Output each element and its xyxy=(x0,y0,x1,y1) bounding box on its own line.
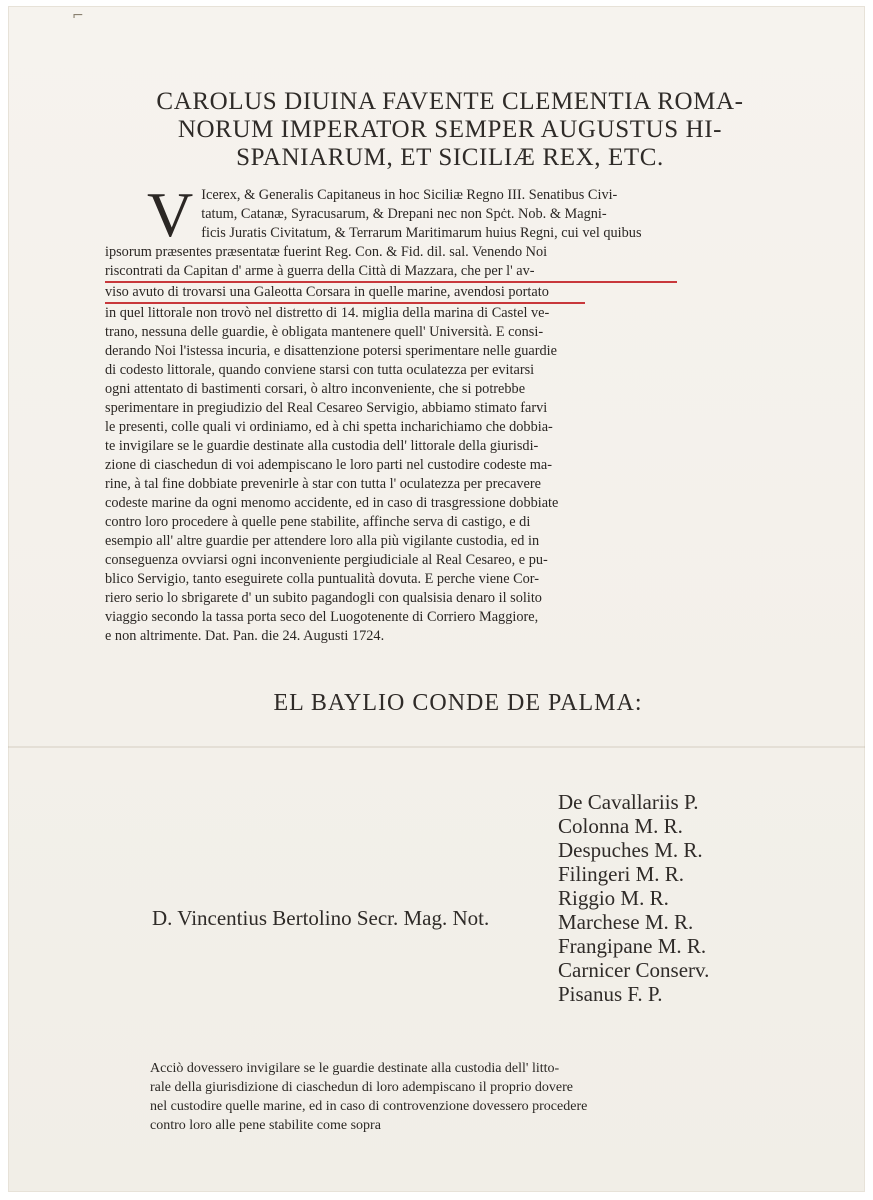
body-line: rine, à tal fine dobbiate prevenirle à star con tutta l' oculatezza per precavere xyxy=(105,476,542,492)
body-line: e non altrimente. Dat. Pan. die 24. Augusti 1724. xyxy=(105,628,385,644)
body-line: te invigilare se le guardie destinate alla custodia dell' littorale della giurisdi- xyxy=(105,438,539,454)
closing-note xyxy=(150,1059,764,1135)
paper-mark-icon: ⌐ xyxy=(72,8,84,24)
body-line: zione di ciaschedun di voi adempiscano le loro parti nel custodire codeste ma- xyxy=(105,457,553,473)
paper-fold xyxy=(8,746,865,748)
body-line: ogni attentato di bastimenti corsari, ò altro inconveniente, che si potrebbe xyxy=(105,381,526,397)
note-line: Acciò dovessero invigilare se le guardie destinate alla custodia dell' litto- xyxy=(150,1061,560,1076)
official-name: De Cavallariis P. xyxy=(558,790,699,814)
secretary-signature: D. Vincentius Bertolino Secr. Mag. Not. xyxy=(152,906,490,930)
body-line: esempio all' altre guardie per attendere loro alla più vigilante custodia, ed in xyxy=(105,533,540,549)
official-name: Carnicer Conserv. xyxy=(558,958,710,982)
note-line: contro loro alle pene stabilite come sopra xyxy=(150,1118,381,1133)
body-line: sperimentare in pregiudizio del Real Cesareo Servigio, abbiamo stimato farvi xyxy=(105,400,548,416)
officials-list xyxy=(558,790,709,1006)
body-line: riero serio lo sbrigarete d' un subito pagandogli con qualsisia denaro il solito xyxy=(105,590,542,606)
body-line: ipsorum præsentes præsentatæ fuerint Reg. Con. & Fid. dil. sal. Venendo Noi xyxy=(105,244,548,260)
official-name: Despuches M. R. xyxy=(558,838,703,862)
body-line: viaggio secondo la tassa porta seco del Luogotenente di Corriero Maggiore, xyxy=(105,609,539,625)
title-line: SPANIARUM, ET SICILIÆ REX, ETC. xyxy=(236,144,664,171)
body-line: Icerex, & Generalis Capitaneus in hoc Siciliæ Regno III. Senatibus Civi- xyxy=(201,187,618,203)
official-name: Filingeri M. R. xyxy=(558,862,685,886)
title-line: CAROLUS DIUINA FAVENTE CLEMENTIA ROMA- xyxy=(156,88,744,115)
note-line: nel custodire quelle marine, ed in caso di controvenzione dovessero procedere xyxy=(150,1099,588,1114)
title-line: NORUM IMPERATOR SEMPER AUGUSTUS HI- xyxy=(177,116,723,143)
body-line: le presenti, colle quali vi ordiniamo, ed à chi spetta incharichiamo che dobbia- xyxy=(105,419,553,435)
body-line-underlined: riscontrati da Capitan d' arme à guerra della Città di Mazzara, che per l' av- xyxy=(105,262,677,283)
body-line: di codesto littorale, quando conviene starsi con tutta oculatezza per evitarsi xyxy=(105,362,535,378)
body-line: tatum, Catanæ, Syracusarum, & Drepani nec non Spċt. Nob. & Magni- xyxy=(201,206,607,222)
decree-body xyxy=(105,179,767,646)
official-name: Marchese M. R. xyxy=(558,910,694,934)
official-name: Riggio M. R. xyxy=(558,886,669,910)
body-line-underlined: viso avuto di trovarsi una Galeotta Corsara in quelle marine, avendosi portato xyxy=(105,283,585,304)
official-name: Colonna M. R. xyxy=(558,814,683,838)
body-line: codeste marine da ogni menomo accidente, ed in caso di trasgressione dobbiate xyxy=(105,495,559,511)
document-title xyxy=(130,88,770,172)
body-line: blico Servigio, tanto eseguirete colla puntualità dovuta. E perche viene Cor- xyxy=(105,571,540,587)
drop-cap: V xyxy=(147,179,194,250)
body-line: derando Noi l'istessa incuria, e disattenzione potersi sperimentare nelle guardie xyxy=(105,343,557,359)
official-name: Pisanus F. P. xyxy=(558,982,663,1006)
body-line: ficis Juratis Civitatum, & Terrarum Maritimarum huius Regni, cui vel quibus xyxy=(201,225,642,241)
body-line: in quel littorale non trovò nel distretto di 14. miglia della marina di Castel ve- xyxy=(105,305,550,321)
body-line: conseguenza ovviarsi ogni inconveniente pergiudiciale al Real Cesareo, e pu- xyxy=(105,552,548,568)
viceroy-signature: EL BAYLIO CONDE DE PALMA: xyxy=(273,690,643,716)
note-line: rale della giurisdizione di ciaschedun di loro adempiscano il proprio dovere xyxy=(150,1080,573,1095)
body-line: trano, nessuna delle guardie, è obligata mantenere quell' Università. E consi- xyxy=(105,324,544,340)
official-name: Frangipane M. R. xyxy=(558,934,707,958)
body-line: contro loro procedere à quelle pene stabilite, affinche serva di castigo, e di xyxy=(105,514,531,530)
